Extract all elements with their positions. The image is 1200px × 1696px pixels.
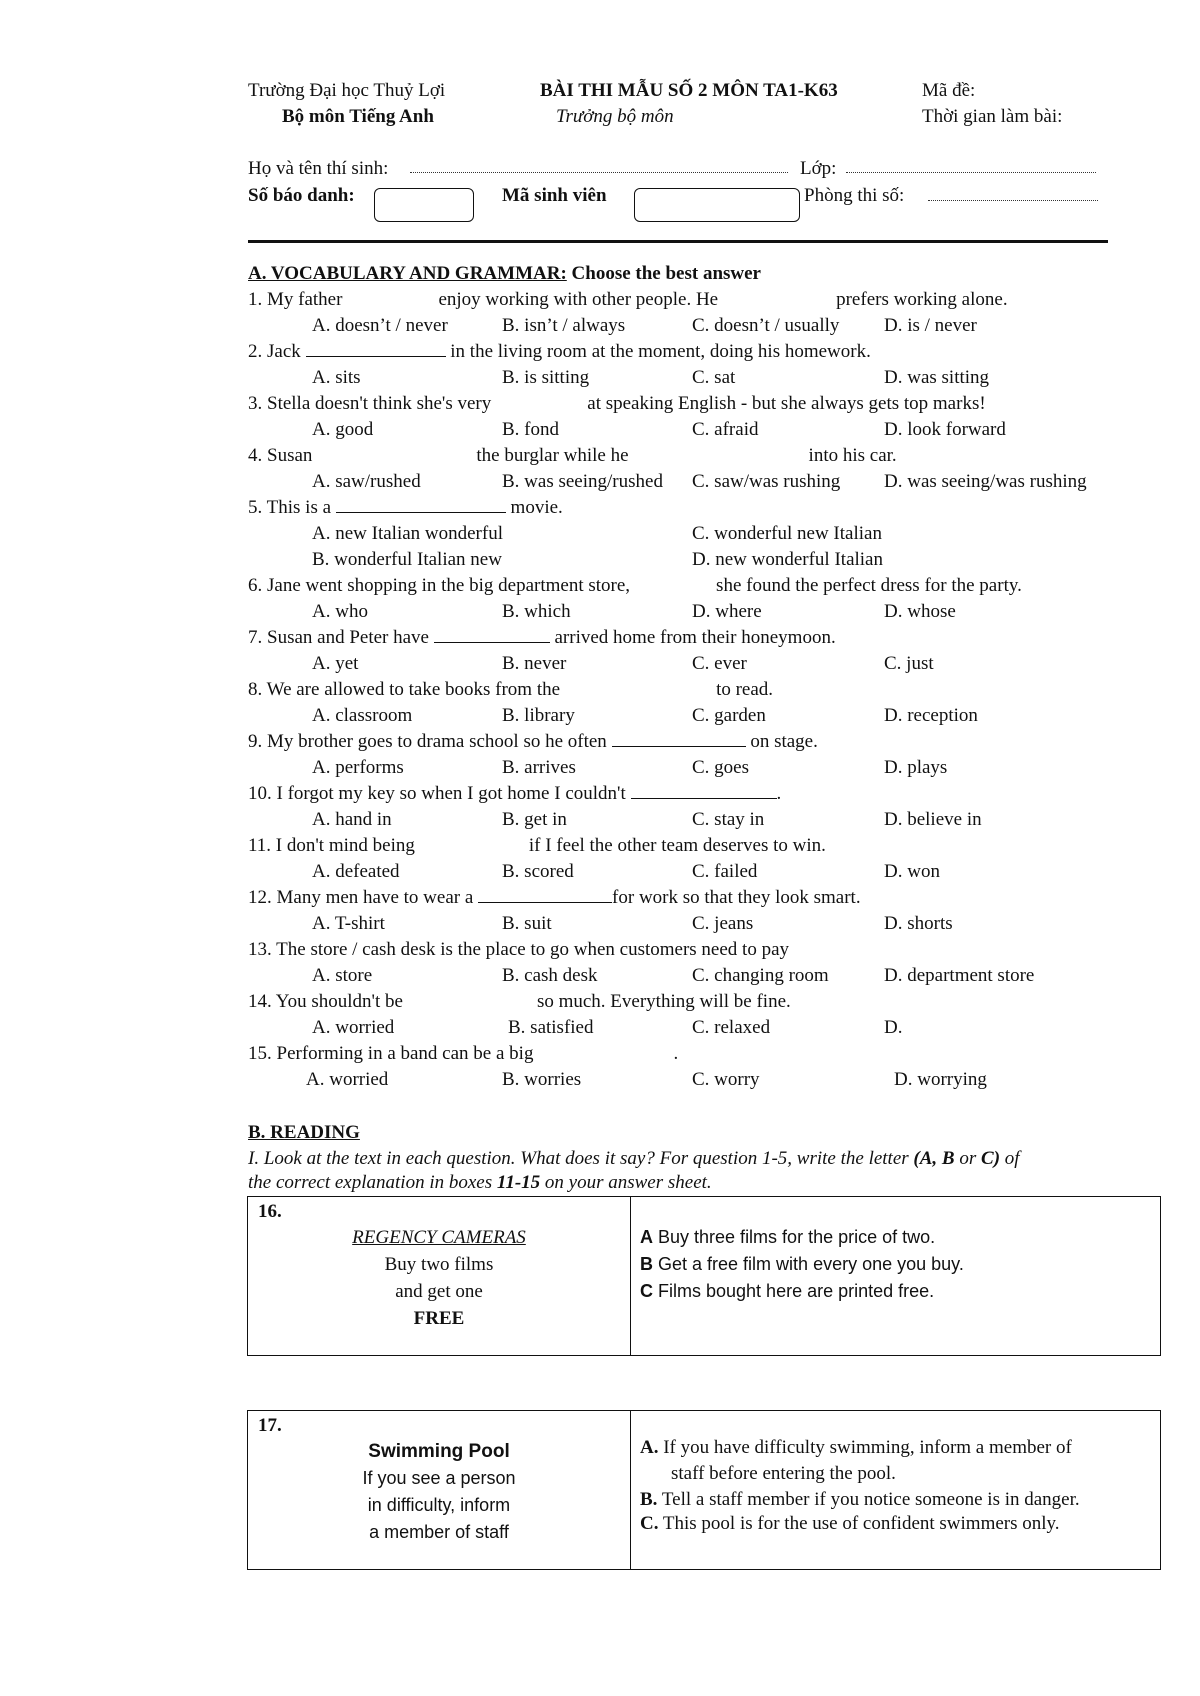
- q15-option-c[interactable]: C. worry: [692, 1069, 760, 1090]
- q14-option-a[interactable]: A. worried: [312, 1017, 395, 1038]
- item-16-option-a[interactable]: A Buy three films for the price of two.: [640, 1227, 936, 1247]
- q4-option-c[interactable]: C. saw/was rushing: [692, 471, 841, 492]
- question-5: 5. This is a movie.: [248, 497, 563, 518]
- reading-item-17: [247, 1410, 1161, 1570]
- q13-option-d[interactable]: D. department store: [884, 965, 1035, 986]
- question-1: 1. My father enjoy working with other people. He prefers working alone.: [248, 289, 1008, 310]
- q6-option-b[interactable]: B. which: [502, 601, 571, 622]
- q1-option-c[interactable]: C. doesn’t / usually: [692, 315, 840, 336]
- q12-option-a[interactable]: A. T-shirt: [312, 913, 385, 934]
- item-16-option-b[interactable]: B Get a free film with every one you buy.: [640, 1254, 964, 1274]
- department-name: Bộ môn Tiếng Anh: [282, 106, 434, 127]
- q2-option-b[interactable]: B. is sitting: [502, 367, 590, 388]
- item-17-options: [631, 1411, 1161, 1570]
- q7-option-d[interactable]: C. just: [884, 653, 934, 674]
- q7-option-a[interactable]: A. yet: [312, 653, 359, 674]
- q2-option-c[interactable]: C. sat: [692, 367, 736, 388]
- q10-option-b[interactable]: B. get in: [502, 809, 567, 830]
- q12-option-d[interactable]: D. shorts: [884, 913, 953, 934]
- exam-code-label: Mã đề:: [922, 80, 976, 101]
- item-16-sign-line2: Buy two films: [384, 1254, 494, 1275]
- q15-option-d[interactable]: D. worrying: [894, 1069, 987, 1090]
- section-a-heading: [248, 263, 761, 285]
- q13-option-a[interactable]: A. store: [312, 965, 373, 986]
- section-b-title: B. READING: [248, 1122, 360, 1143]
- item-17-option-c[interactable]: C. This pool is for the use of confident swimmers only.: [640, 1513, 1060, 1534]
- q11-option-c[interactable]: C. failed: [692, 861, 758, 882]
- item-17-option-b[interactable]: B. Tell a staff member if you notice someone is in danger.: [640, 1489, 1080, 1510]
- item-17-option-a-cont: staff before entering the pool.: [671, 1463, 896, 1484]
- q14-option-b[interactable]: B. satisfied: [508, 1017, 594, 1038]
- question-9: 9. My brother goes to drama school so he often on stage.: [248, 731, 818, 752]
- item-17-sign: [248, 1411, 631, 1570]
- q1-option-a[interactable]: A. doesn’t / never: [312, 315, 448, 336]
- university-name: Trường Đại học Thuỷ Lợi: [248, 80, 446, 101]
- q1-option-b[interactable]: B. isn’t / always: [502, 315, 626, 336]
- section-b-instruction-line1: I. Look at the text in each question. What does it say? For question 1-5, write the letter (A, B or C) of: [248, 1148, 1020, 1169]
- section-b-instruction-line2: the correct explanation in boxes 11-15 on your answer sheet.: [248, 1172, 712, 1193]
- q7-option-c[interactable]: C. ever: [692, 653, 747, 674]
- q6-option-a[interactable]: A. who: [312, 601, 368, 622]
- q8-option-c[interactable]: C. garden: [692, 705, 766, 726]
- class-field[interactable]: [846, 172, 1096, 173]
- room-label: Phòng thi số:: [804, 185, 905, 206]
- q4-option-d[interactable]: D. was seeing/was rushing: [884, 471, 1087, 492]
- item-16-sign: [248, 1197, 631, 1356]
- item-16-options: [631, 1197, 1161, 1356]
- q6-option-d[interactable]: D. whose: [884, 601, 956, 622]
- item-16-sign-title: REGENCY CAMERAS: [352, 1227, 526, 1248]
- q5-option-b[interactable]: B. wonderful Italian new: [312, 549, 502, 570]
- item-17-sign-line4: a member of staff: [369, 1522, 509, 1542]
- q5-option-d[interactable]: D. new wonderful Italian: [692, 549, 883, 570]
- student-id-label: Mã sinh viên: [502, 185, 607, 206]
- question-3: 3. Stella doesn't think she's very at speaking English - but she always gets top marks!: [248, 393, 986, 414]
- q9-option-b[interactable]: B. arrives: [502, 757, 576, 778]
- question-4: 4. Susan the burglar while he into his car.: [248, 445, 897, 466]
- q8-option-a[interactable]: A. classroom: [312, 705, 413, 726]
- q14-option-d[interactable]: D.: [884, 1017, 903, 1038]
- q11-option-b[interactable]: B. scored: [502, 861, 574, 882]
- q14-option-c[interactable]: C. relaxed: [692, 1017, 771, 1038]
- section-a-title: A. VOCABULARY AND GRAMMAR:: [248, 263, 567, 284]
- item-17-option-a[interactable]: A. If you have difficulty swimming, inform a member of: [640, 1437, 1072, 1458]
- question-14: 14. You shouldn't be so much. Everything will be fine.: [248, 991, 791, 1012]
- q3-option-d[interactable]: D. look forward: [884, 419, 1006, 440]
- item-17-sign-line3: in difficulty, inform: [367, 1495, 511, 1515]
- room-field[interactable]: [928, 200, 1098, 201]
- q10-option-a[interactable]: A. hand in: [312, 809, 392, 830]
- item-16-number: 16.: [258, 1201, 282, 1222]
- q10-option-d[interactable]: D. believe in: [884, 809, 982, 830]
- q10-option-c[interactable]: C. stay in: [692, 809, 765, 830]
- q2-option-a[interactable]: A. sits: [312, 367, 361, 388]
- q9-option-a[interactable]: A. performs: [312, 757, 404, 778]
- candidate-no-label: Số báo danh:: [248, 185, 355, 206]
- question-12: 12. Many men have to wear a for work so that they look smart.: [248, 887, 861, 908]
- question-2: 2. Jack in the living room at the moment, doing his homework.: [248, 341, 871, 362]
- time-label: Thời gian làm bài:: [922, 106, 1063, 127]
- q8-option-d[interactable]: D. reception: [884, 705, 978, 726]
- q5-option-a[interactable]: A. new Italian wonderful: [312, 523, 503, 544]
- q9-option-d[interactable]: D. plays: [884, 757, 948, 778]
- q4-option-a[interactable]: A. saw/rushed: [312, 471, 421, 492]
- q15-option-b[interactable]: B. worries: [502, 1069, 582, 1090]
- q12-option-b[interactable]: B. suit: [502, 913, 552, 934]
- item-17-sign-line2: If you see a person: [362, 1468, 516, 1488]
- q15-option-a[interactable]: A. worried: [306, 1069, 389, 1090]
- question-13: 13. The store / cash desk is the place to go when customers need to pay: [248, 939, 790, 960]
- q4-option-b[interactable]: B. was seeing/rushed: [502, 471, 663, 492]
- class-label: Lớp:: [800, 158, 837, 179]
- candidate-name-field[interactable]: [410, 172, 788, 173]
- q9-option-c[interactable]: C. goes: [692, 757, 749, 778]
- item-16-sign-line4: FREE: [413, 1308, 465, 1329]
- item-17-number: 17.: [258, 1415, 282, 1436]
- q6-option-c[interactable]: D. where: [692, 601, 762, 622]
- question-15: 15. Performing in a band can be a big .: [248, 1043, 679, 1064]
- question-7: 7. Susan and Peter have arrived home from their honeymoon.: [248, 627, 836, 648]
- item-16-option-c[interactable]: C Films bought here are printed free.: [640, 1281, 935, 1301]
- q2-option-d[interactable]: D. was sitting: [884, 367, 990, 388]
- q3-option-a[interactable]: A. good: [312, 419, 374, 440]
- question-10: 10. I forgot my key so when I got home I couldn't .: [248, 783, 782, 804]
- q1-option-d[interactable]: D. is / never: [884, 315, 977, 336]
- candidate-name-label: Họ và tên thí sinh:: [248, 158, 389, 179]
- q13-option-b[interactable]: B. cash desk: [502, 965, 598, 986]
- head-of-dept: Trưởng bộ môn: [556, 106, 674, 127]
- q5-option-c[interactable]: C. wonderful new Italian: [692, 523, 882, 544]
- q3-option-c[interactable]: C. afraid: [692, 419, 759, 440]
- item-17-sign-title: Swimming Pool: [368, 1441, 510, 1462]
- reading-item-16: [247, 1196, 1161, 1356]
- item-16-sign-line3: and get one: [395, 1281, 483, 1302]
- candidate-no-box[interactable]: [374, 188, 474, 222]
- question-6: 6. Jane went shopping in the big department store, she found the perfect dress for the party.: [248, 575, 1022, 596]
- header-divider: [248, 240, 1108, 243]
- q13-option-c[interactable]: C. changing room: [692, 965, 829, 986]
- q11-option-a[interactable]: A. defeated: [312, 861, 400, 882]
- q7-option-b[interactable]: B. never: [502, 653, 567, 674]
- section-a-instruction: Choose the best answer: [571, 263, 761, 284]
- student-id-box[interactable]: [634, 188, 800, 222]
- q8-option-b[interactable]: B. library: [502, 705, 575, 726]
- question-8: 8. We are allowed to take books from the to read.: [248, 679, 774, 700]
- q11-option-d[interactable]: D. won: [884, 861, 940, 882]
- q12-option-c[interactable]: C. jeans: [692, 913, 754, 934]
- question-11: 11. I don't mind being if I feel the other team deserves to win.: [248, 835, 826, 856]
- exam-title: BÀI THI MẪU SỐ 2 MÔN TA1-K63: [540, 80, 838, 101]
- q3-option-b[interactable]: B. fond: [502, 419, 559, 440]
